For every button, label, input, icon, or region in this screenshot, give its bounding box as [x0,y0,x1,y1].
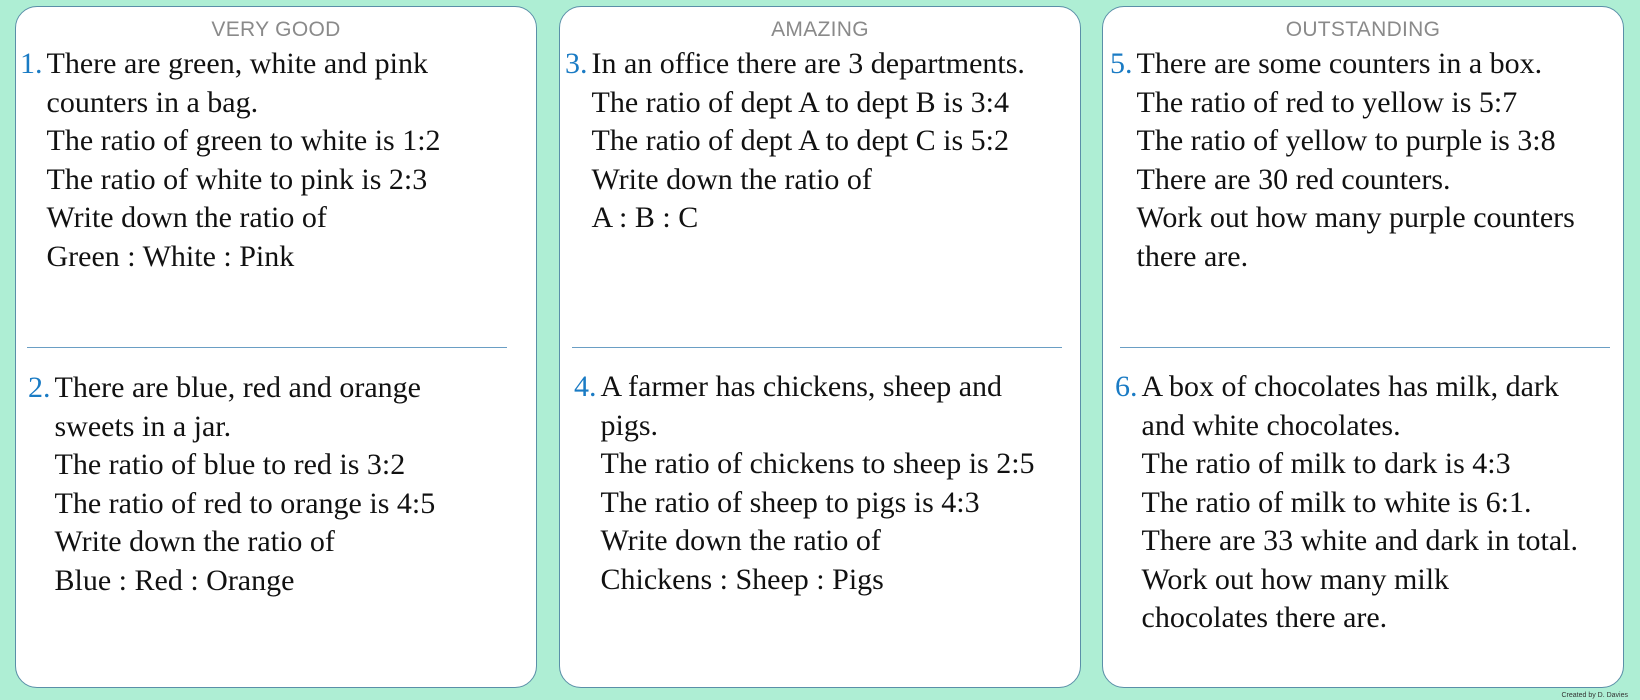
question-line: The ratio of milk to dark is 4:3 [1141,447,1511,480]
question-divider [572,347,1062,348]
question-number: 3. [565,47,588,80]
question-3 [565,45,1025,238]
question-line: Write down the ratio of [591,162,872,196]
question-line: There are 30 red counters. [1136,162,1451,196]
question-text [1142,368,1579,638]
question-line: Green : White : Pink [46,239,295,273]
question-line: There are 33 white and dark in total. [1141,524,1578,557]
question-divider [27,347,507,348]
card-outstanding [1102,6,1624,688]
question-line: The ratio of milk to white is 6:1. [1141,485,1532,519]
question-number: 5. [1110,47,1133,80]
question-line: The ratio of yellow to purple is 3:8 [1136,124,1556,157]
question-line: The ratio of dept A to dept B is 3:4 [591,85,1009,119]
question-line: A : B : C [591,201,699,234]
question-line: There are some counters in a box. [1136,47,1543,80]
card-very-good [15,6,537,688]
question-line: there are. [1136,239,1249,273]
author-credit: Created by D. Davies [1561,692,1628,699]
question-2 [28,369,435,600]
question-line: counters in a bag. [46,85,259,119]
card-title: OUTSTANDING [1285,18,1441,41]
question-line: The ratio of blue to red is 3:2 [54,448,406,481]
question-line: Write down the ratio of [600,524,881,557]
question-line: Work out how many milk [1141,562,1450,596]
question-line: Write down the ratio of [54,525,335,558]
question-divider [1120,347,1610,348]
question-line: pigs. [600,408,659,442]
question-line: There are green, white and pink [46,47,428,80]
question-line: and white chocolates. [1141,408,1401,442]
question-line: The ratio of chickens to sheep is 2:5 [600,447,1035,480]
card-title: VERY GOOD [211,18,341,41]
question-line: Chickens : Sheep : Pigs [600,562,884,596]
question-line: Write down the ratio of [46,201,327,234]
question-text [55,369,436,600]
question-line: sweets in a jar. [54,409,232,443]
question-5 [1110,45,1575,276]
question-1 [20,45,441,276]
question-number: 2. [28,371,51,404]
question-4 [574,368,1035,599]
question-number: 6. [1115,370,1138,403]
question-line: Work out how many purple counters [1136,201,1575,234]
question-line: The ratio of red to yellow is 5:7 [1136,85,1518,119]
question-line: There are blue, red and orange [54,371,421,404]
question-line: In an office there are 3 departments. [591,47,1025,80]
question-number: 1. [20,47,43,80]
question-text [601,368,1035,599]
question-line: Blue : Red : Orange [54,563,295,597]
card-title: AMAZING [771,18,869,41]
question-6 [1115,368,1578,638]
question-line: The ratio of dept A to dept C is 5:2 [591,124,1009,157]
question-line: The ratio of white to pink is 2:3 [46,162,428,196]
question-number: 4. [574,370,597,403]
card-amazing [559,6,1081,688]
question-text [592,45,1025,238]
question-line: The ratio of red to orange is 4:5 [54,486,436,520]
question-text [47,45,441,276]
question-line: A farmer has chickens, sheep and [600,370,1003,403]
question-text [1137,45,1575,276]
question-line: The ratio of sheep to pigs is 4:3 [600,485,980,519]
question-line: The ratio of green to white is 1:2 [46,124,441,157]
question-line: chocolates there are. [1141,601,1388,634]
question-line: A box of chocolates has milk, dark [1141,370,1559,403]
